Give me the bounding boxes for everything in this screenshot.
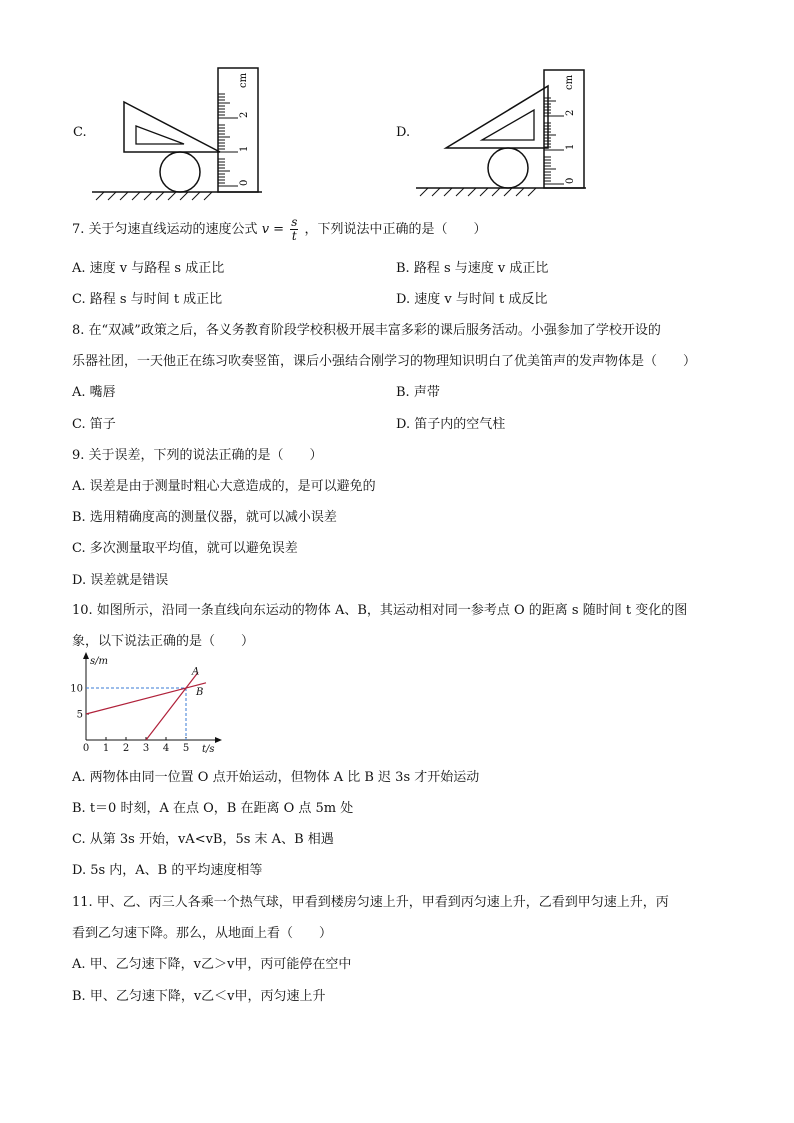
q11-option-b: B. 甲、乙匀速下降，v乙＜v甲，丙匀速上升 bbox=[72, 989, 326, 1004]
q8-option-b: B. 声带 bbox=[396, 385, 440, 400]
x-axis-arrow bbox=[215, 737, 222, 743]
q9-option-d: D. 误差就是错误 bbox=[72, 573, 169, 588]
ruler-mark-2: 2 bbox=[565, 109, 576, 116]
q8-stem-line1: 8. 在“双减”政策之后，各义务教育阶段学校积极开展丰富多彩的课后服务活动。小强参加了学校开设的 bbox=[72, 323, 661, 338]
q8-option-a: A. 嘴唇 bbox=[72, 385, 116, 400]
q11-option-a: A. 甲、乙匀速下降，v乙＞v甲，丙可能停在空中 bbox=[72, 957, 352, 972]
q10-stem-line1: 10. 如图所示，沿同一条直线向东运动的物体 A、B，其运动相对同一参考点 O 的距离 s 随时间 t 变化的图 bbox=[72, 603, 688, 618]
q10-option-d: D. 5s 内，A、B 的平均速度相等 bbox=[72, 863, 263, 878]
q9-option-c: C. 多次测量取平均值，就可以避免误差 bbox=[72, 541, 298, 556]
q7-stem: 7. 关于匀速直线运动的速度公式 v = $\frac{s}{t}$ ，下列说法中正确的是（ ） bbox=[72, 215, 487, 243]
series-line-B bbox=[86, 683, 206, 714]
ruler-unit: cm bbox=[238, 72, 249, 88]
x-tick-label: 3 bbox=[142, 743, 150, 754]
q8-option-c: C. 笛子 bbox=[72, 417, 116, 432]
q11-stem-line1: 11. 甲、乙、丙三人各乘一个热气球，甲看到楼房匀速上升，甲看到丙匀速上升，乙看到甲匀速上升，丙 bbox=[72, 895, 669, 910]
figure-d-ruler-setup bbox=[416, 64, 588, 200]
x-tick-label: 0 bbox=[82, 743, 90, 754]
figure-c-ruler-setup bbox=[92, 64, 264, 200]
q10-stem-line2: 象，以下说法正确的是（ ） bbox=[72, 634, 255, 649]
q10-option-b: B. t＝0 时刻，A 在点 O，B 在距离 O 点 5m 处 bbox=[72, 801, 354, 816]
ruler-mark-1: 1 bbox=[239, 145, 250, 152]
s-t-graph bbox=[72, 652, 232, 756]
q10-option-a: A. 两物体由同一位置 O 点开始运动，但物体 A 比 B 迟 3s 才开始运动 bbox=[72, 770, 480, 785]
q7-option-a: A. 速度 v 与路程 s 成正比 bbox=[72, 261, 225, 276]
figure-c-label: C. bbox=[73, 125, 87, 140]
series-label-A: A bbox=[192, 666, 200, 678]
x-axis-label: t/s bbox=[202, 744, 215, 755]
velocity-formula: v = $\frac{s}{t}$ bbox=[261, 215, 298, 243]
series-label-B: B bbox=[196, 686, 204, 698]
x-tick-label: 1 bbox=[102, 743, 110, 754]
figure-d-label: D. bbox=[396, 125, 411, 140]
q7-option-c: C. 路程 s 与时间 t 成正比 bbox=[72, 292, 223, 307]
ruler-mark-1: 1 bbox=[565, 143, 576, 150]
y-axis-label: s/m bbox=[90, 656, 108, 667]
q7-option-d: D. 速度 v 与时间 t 成反比 bbox=[396, 292, 548, 307]
q9-option-a: A. 误差是由于测量时粗心大意造成的，是可以避免的 bbox=[72, 479, 376, 494]
q11-stem-line2: 看到乙匀速下降。那么，从地面上看（ ） bbox=[72, 926, 333, 941]
y-axis-arrow bbox=[83, 652, 89, 659]
x-tick-label: 2 bbox=[122, 743, 130, 754]
ruler-mark-2: 2 bbox=[239, 111, 250, 118]
series-line-A bbox=[146, 672, 198, 740]
ruler-unit: cm bbox=[564, 74, 575, 90]
ruler-mark-0: 0 bbox=[565, 177, 576, 184]
q8-stem-line2: 乐器社团，一天他正在练习吹奏竖笛，课后小强结合刚学习的物理知识明白了优美笛声的发声物体是（ ） bbox=[72, 354, 697, 369]
x-tick-label: 4 bbox=[162, 743, 170, 754]
x-tick-label: 5 bbox=[182, 743, 190, 754]
y-tick-label: 5 bbox=[76, 709, 83, 721]
q9-stem: 9. 关于误差，下列的说法正确的是（ ） bbox=[72, 448, 323, 463]
y-tick-label: 10 bbox=[70, 683, 83, 695]
ruler-mark-0: 0 bbox=[239, 179, 250, 186]
q8-option-d: D. 笛子内的空气柱 bbox=[396, 417, 506, 432]
q9-option-b: B. 选用精确度高的测量仪器，就可以减小误差 bbox=[72, 510, 337, 525]
q10-option-c: C. 从第 3s 开始，vA<vB，5s 末 A、B 相遇 bbox=[72, 832, 334, 847]
q7-option-b: B. 路程 s 与速度 v 成正比 bbox=[396, 261, 549, 276]
